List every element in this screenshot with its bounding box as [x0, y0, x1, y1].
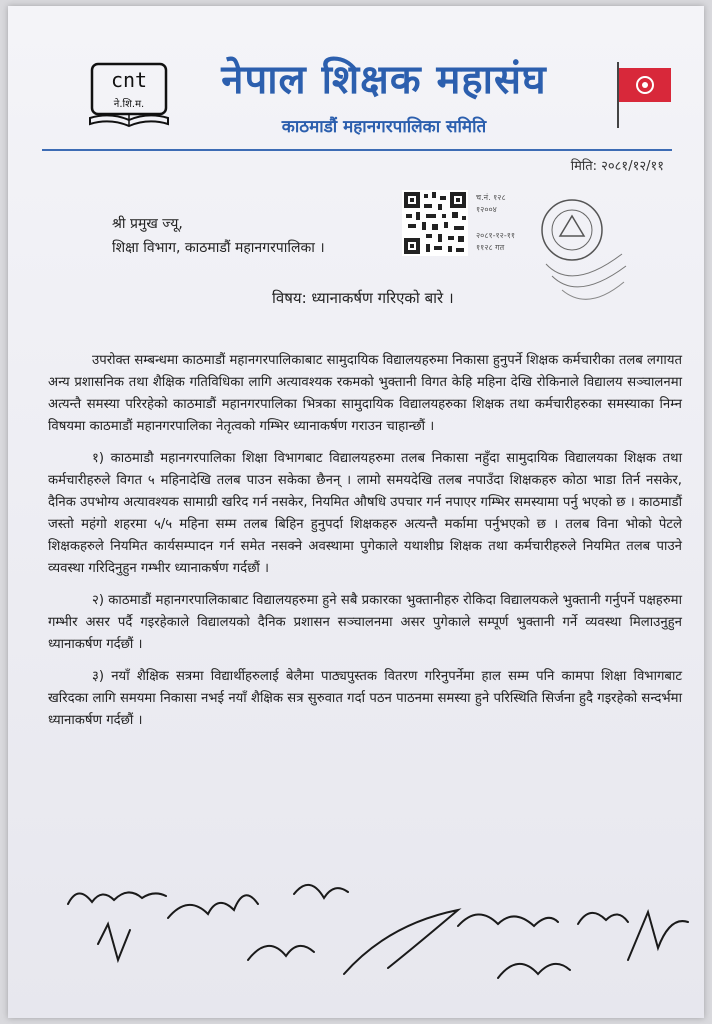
logo-text: cnt [110, 68, 148, 92]
qr-code-icon [402, 190, 468, 256]
flag-icon [612, 60, 676, 130]
signature-6 [344, 910, 458, 974]
signature-4 [248, 946, 314, 960]
cnt-logo [86, 62, 172, 132]
letter-page [8, 6, 704, 1018]
official-seal-icon [532, 192, 632, 322]
stamp-line: १२००४ [476, 205, 497, 214]
signature-2 [98, 924, 130, 960]
signatures-area [58, 864, 698, 1014]
stamp-line: च.नं. १२८ [476, 193, 506, 202]
letter-date: मिति: २०८१/१२/११ [570, 159, 664, 174]
recipient-title: श्री प्रमुख ज्यू, [112, 216, 183, 232]
letter-subject: विषय: ध्यानाकर्षण गरिएको बारे । [272, 289, 454, 307]
signature-1 [68, 892, 166, 904]
stamp-line: ११२८ गत [476, 243, 505, 252]
signature-8 [498, 964, 570, 978]
logo-subtext: ने.शि.म. [113, 99, 145, 110]
stamp-line: २०८१-१२-११ [476, 231, 516, 240]
organization-name: नेपाल शिक्षक महासंघ [221, 57, 547, 103]
organization-committee: काठमाडौं महानगरपालिका समिति [281, 117, 487, 137]
signature-5 [294, 885, 348, 898]
body-paragraph-point-3: ३) नयाँ शैक्षिक सत्रमा विद्यार्थीहरुलाई बेलैमा पाठ्यपुस्तक वितरण गरिनुपर्नेमा हाल सम्म पनि कामपा शिक्षा विभागबाट खरिदका लागि समयमा निकासा नभई नयाँ शैक्षिक सत्र सुरुवात गर्दा पठन पाठनमा समस्या हुने परिस्थिति सिर्जना हुदै गइरहेको सन्दर्भमा ध्यानाकर्षण गर्दछौं । [48, 669, 682, 728]
body-paragraph-point-2: २) काठमाडौं महानगरपालिकाबाट विद्यालयहरुमा हुने सबै प्रकारका भुक्तानीहरु रोकिदा विद्यालयकले भुक्तानी गर्नुपर्ने पक्षहरुमा गम्भीर असर पर्दै गइरहेकाले विद्यालयको दैनिक प्रशासन सञ्चालनमा असर पुगेकाले सम्पूर्ण भुक्तानी गर्ने व्यवस्था मिलाउनुहुन ध्यानाकर्षण गर्दछौं । [48, 593, 682, 652]
body-paragraph-intro: उपरोक्त सम्बन्धमा काठमाडौं महानगरपालिकाबाट सामुदायिक विद्यालयहरुमा निकासा हुनुपर्ने शिक्षक कर्मचारीका तलब लगायत अन्य प्रशासनिक तथा शैक्षिक गतिविधिका लागि अत्यावश्यक रकमको भुक्तानी विगत केहि महिना देखि रोकिनाले विद्यालय सञ्चालनमा अत्यन्तै समस्या परिरहेको काठमाडौं महानगरपालिका भित्रका सामुदायिक विद्यालयहरुका शिक्षक तथा कर्मचारीहरुका समस्याका निम्न विषयमा काठमाडौं महानगरपालिका नेतृत्वको गम्भिर ध्यानाकर्षण गराउन चाहान्छौं । [48, 353, 682, 434]
signature-7 [458, 914, 558, 926]
letter-body [48, 350, 682, 742]
signature-9 [578, 913, 628, 924]
signature-3 [168, 895, 258, 918]
body-paragraph-point-1: १) काठमाडौ महानगरपालिका शिक्षा विभागबाट विद्यालयहरुमा तलब निकासा नहुँदा सामुदायिक विद्यालयका शिक्षक तथा कर्मचारीहरुले विगत ५ महिनादेखि तलब पाउन सकेका छैनन् । लामो समयदेखि तलब नपाउँदा शिक्षकहरु कोठा भाडा तिर्न नसकेर, दैनिक उपभोग्य अत्यावश्यक सामाग्री खरिद गर्न नसकेर, नियमित औषधि उपचार गर्न नपाएर गम्भिर समस्यामा पर्नु भएको छ । काठमाडौं जस्तो महंगो शहरमा ५/५ महिना सम्म तलब बिहिन हुनुपर्दा शिक्षकहरु अत्यन्तै मर्कामा पर्नुभएको छ । तलब विना भोको पेटले शिक्षकहरुले नियमित कार्यसम्पादन गर्न समेत नसक्ने अवस्थामा पुगेकाले यथाशीघ्र शिक्षक तथा कर्मचारीहरुले नियमित तलब पाउने व्यवस्था गरिदिनुहुन गम्भीर ध्यानाकर्षण गर्दछौं । [48, 451, 682, 576]
recipient-department: शिक्षा विभाग, काठमाडौं महानगरपालिका । [112, 240, 325, 256]
registration-stamp [476, 192, 536, 254]
recipient-address [112, 212, 325, 260]
signature-10 [628, 912, 688, 960]
header-divider [42, 149, 672, 151]
